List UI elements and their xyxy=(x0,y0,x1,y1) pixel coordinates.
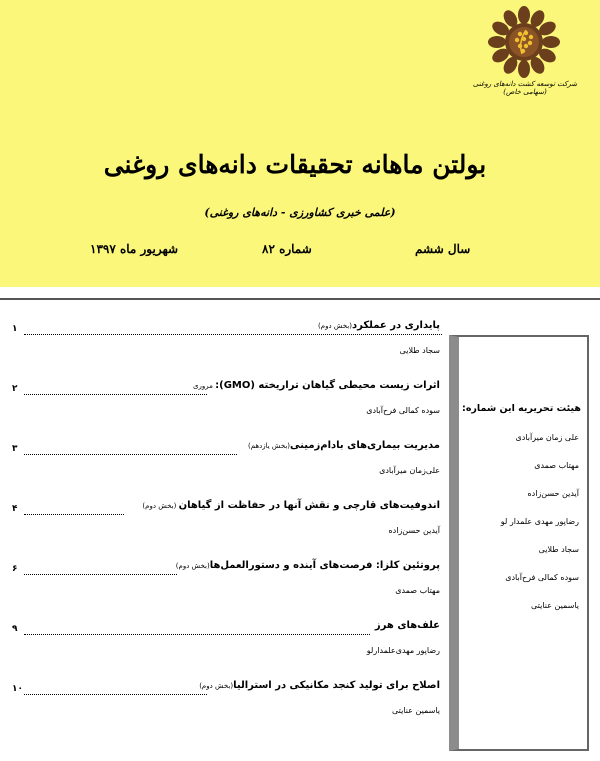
page-title: بولتن ماهانه تحقیقات دانه‌های روغنی xyxy=(103,150,487,179)
toc-entry-note: (بخش دوم) xyxy=(199,682,234,690)
toc-entry-page: ۱ xyxy=(12,324,18,334)
toc-entry-title-text: علف‌های هرز xyxy=(374,620,440,631)
toc-entry-title xyxy=(193,380,440,391)
toc-entry-author: مهتاب صمدی xyxy=(395,586,440,595)
dot-leader xyxy=(24,634,370,635)
toc-entry-title xyxy=(142,500,440,511)
issue-year: سال ششم xyxy=(415,242,471,256)
toc-entry xyxy=(12,498,442,558)
toc-entry-note: (بخش دوم) xyxy=(318,322,352,330)
toc-entry-page: ۲ xyxy=(12,384,18,394)
toc-entry-title-text: اندوفیت‌های قارچی و نقش آنها در حفاظت از گیاهان xyxy=(178,500,440,511)
toc-entry-author: رضاپور مهدی‌علمدارلو xyxy=(366,646,440,655)
page-subtitle: (علمی خبری کشاورزی - دانه‌های روغنی) xyxy=(204,206,396,219)
board-member: یاسمین عنایتی xyxy=(531,601,579,610)
toc-entry-title-text: پایداری در عملکرد xyxy=(351,320,440,331)
toc-entry-page: ۳ xyxy=(12,444,18,454)
toc-entry-page: ۶ xyxy=(12,564,18,574)
editorial-board-title: هیئت تحریریه این شماره: xyxy=(462,403,581,414)
board-member: آیدین حسن‌زاده xyxy=(527,489,579,498)
toc-entry xyxy=(12,438,442,498)
board-member: علی زمان میرآبادی xyxy=(515,433,579,442)
toc-entry-page: ۴ xyxy=(12,504,18,514)
table-of-contents xyxy=(12,318,442,738)
toc-entry-author: یاسمین عنایتی xyxy=(392,706,440,715)
toc-entry-author: سجاد طلایی xyxy=(399,346,440,355)
board-member: سوده کمالی فرح‌آبادی xyxy=(505,573,579,582)
toc-entry-author: علی‌زمان میرآبادی xyxy=(379,466,440,475)
toc-entry-title-text: مدیریت بیماری‌های بادام‌زمینی xyxy=(290,440,440,451)
toc-entry xyxy=(12,318,442,378)
toc-entry-title xyxy=(318,320,440,331)
toc-entry xyxy=(12,618,442,678)
dot-leader xyxy=(24,394,207,395)
issue-number: شماره ۸۲ xyxy=(262,242,312,256)
toc-entry-note: مروری xyxy=(193,382,216,390)
toc-entry xyxy=(12,378,442,438)
issue-date: شهریور ماه ۱۳۹۷ xyxy=(90,242,179,256)
toc-entry-note: (بخش دوم) xyxy=(142,502,179,510)
toc-entry-author: سوده کمالی فرح‌آبادی xyxy=(366,406,440,415)
logo-caption: شرکت توسعه کشت دانه‌های روغنی (سهامی خاص) xyxy=(472,80,578,96)
cover-header xyxy=(0,0,600,287)
company-logo xyxy=(488,6,560,78)
board-member: مهتاب صمدی xyxy=(534,461,579,470)
toc-entry-note: (بخش دوم) xyxy=(175,562,210,570)
toc-entry-note: (بخش یازدهم) xyxy=(248,442,291,450)
toc-entry-title xyxy=(199,680,440,691)
toc-entry-title xyxy=(375,620,440,631)
toc-entry-title xyxy=(176,560,440,571)
board-member: سجاد طلایی xyxy=(538,545,579,554)
dot-leader xyxy=(24,334,442,335)
toc-entry-page: ۱۰ xyxy=(12,684,23,694)
dot-leader xyxy=(24,574,177,575)
header-divider xyxy=(0,298,600,300)
toc-entry-title-text: پروتئین کلزا: فرصت‌های آینده و دستورالعمل‌ها xyxy=(209,560,440,571)
toc-entry xyxy=(12,558,442,618)
toc-entry-author: آیدین حسن‌زاده xyxy=(388,526,440,535)
toc-entry-title xyxy=(248,440,440,451)
toc-entry-title-text: اثرات زیست محیطی گیاهان تراریخته (GMO): xyxy=(215,380,440,391)
toc-entry-title-text: اصلاح برای تولید کنجد مکانیکی در استرالیا xyxy=(233,680,440,691)
dot-leader xyxy=(24,514,124,515)
dot-leader xyxy=(24,454,237,455)
board-member: رضاپور مهدی علمدار لو xyxy=(500,517,579,526)
dot-leader xyxy=(24,694,207,695)
toc-entry-page: ۹ xyxy=(12,624,18,634)
toc-entry xyxy=(12,678,442,738)
editorial-board xyxy=(449,335,589,751)
